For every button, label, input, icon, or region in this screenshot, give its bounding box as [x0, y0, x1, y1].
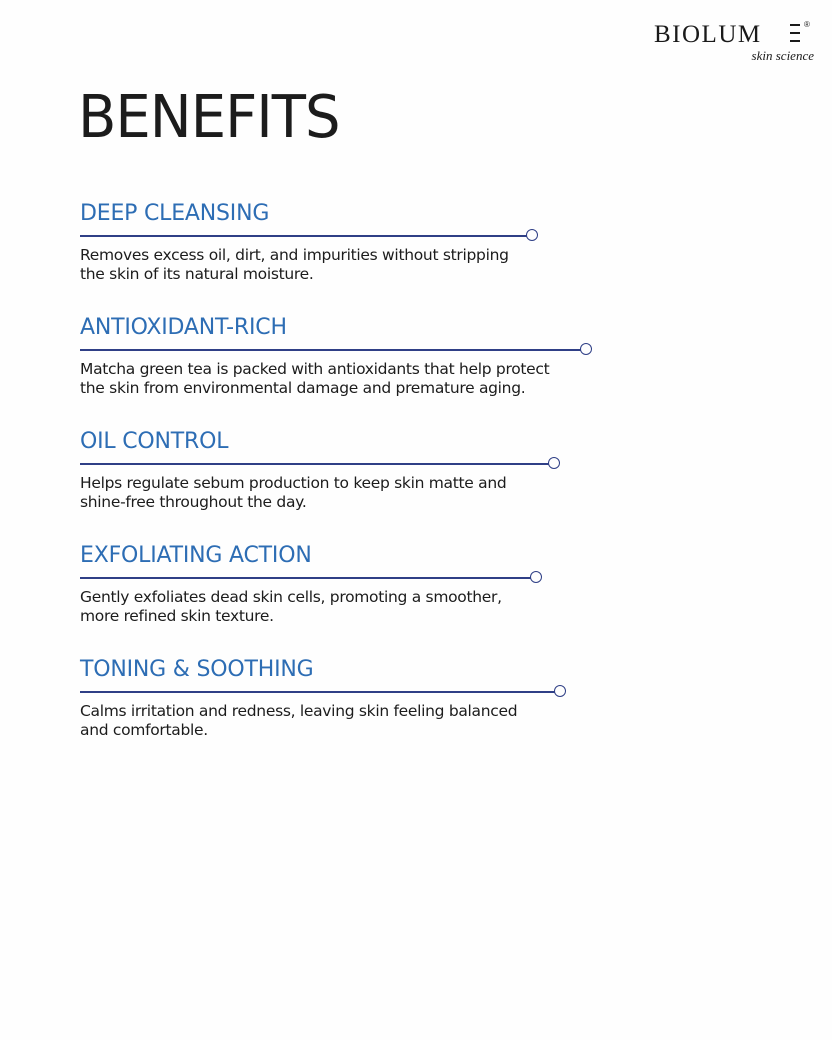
divider-stroke [80, 235, 528, 237]
description-line: Matcha green tea is packed with antioxidants that help protect [80, 360, 550, 378]
benefit-oil-control [80, 428, 600, 512]
brand-name: BIOLUM [654, 21, 762, 48]
benefit-description [80, 702, 600, 740]
circle-bullet-icon [526, 229, 538, 241]
description-line: more refined skin texture. [80, 607, 274, 625]
description-line: the skin from environmental damage and premature aging. [80, 379, 526, 397]
circle-bullet-icon [548, 457, 560, 469]
circle-bullet-icon [554, 685, 566, 697]
description-line: shine-free throughout the day. [80, 493, 307, 511]
divider-line [80, 229, 600, 243]
divider-stroke [80, 463, 550, 465]
benefit-heading: DEEP CLEANSING [80, 201, 270, 226]
divider-line [80, 685, 600, 699]
circle-bullet-icon [530, 571, 542, 583]
brand-logo [654, 20, 814, 70]
registered-mark: ® [804, 20, 810, 29]
description-line: and comfortable. [80, 721, 208, 739]
benefit-antioxidant-rich [80, 314, 600, 398]
benefit-heading: ANTIOXIDANT-RICH [80, 315, 287, 340]
divider-line [80, 457, 600, 471]
description-line: Calms irritation and redness, leaving skin feeling balanced [80, 702, 518, 720]
description-line: the skin of its natural moisture. [80, 265, 314, 283]
benefit-heading: EXFOLIATING ACTION [80, 543, 312, 568]
benefit-exfoliating-action [80, 542, 600, 626]
benefit-description [80, 360, 600, 398]
benefit-description [80, 246, 600, 284]
benefit-description [80, 474, 600, 512]
benefit-deep-cleansing [80, 200, 600, 284]
divider-line [80, 571, 600, 585]
divider-stroke [80, 577, 532, 579]
circle-bullet-icon [580, 343, 592, 355]
brand-tagline: skin science [751, 48, 814, 63]
divider-line [80, 343, 600, 357]
benefit-toning-soothing [80, 656, 600, 740]
brand-e-mark-icon [790, 24, 800, 44]
description-line: Removes excess oil, dirt, and impurities without stripping [80, 246, 509, 264]
divider-stroke [80, 349, 582, 351]
benefit-heading: TONING & SOOTHING [80, 657, 314, 682]
benefit-description [80, 588, 600, 626]
divider-stroke [80, 691, 556, 693]
page-title: BENEFITS [78, 83, 340, 152]
description-line: Gently exfoliates dead skin cells, promoting a smoother, [80, 588, 502, 606]
description-line: Helps regulate sebum production to keep skin matte and [80, 474, 507, 492]
benefit-heading: OIL CONTROL [80, 429, 229, 454]
